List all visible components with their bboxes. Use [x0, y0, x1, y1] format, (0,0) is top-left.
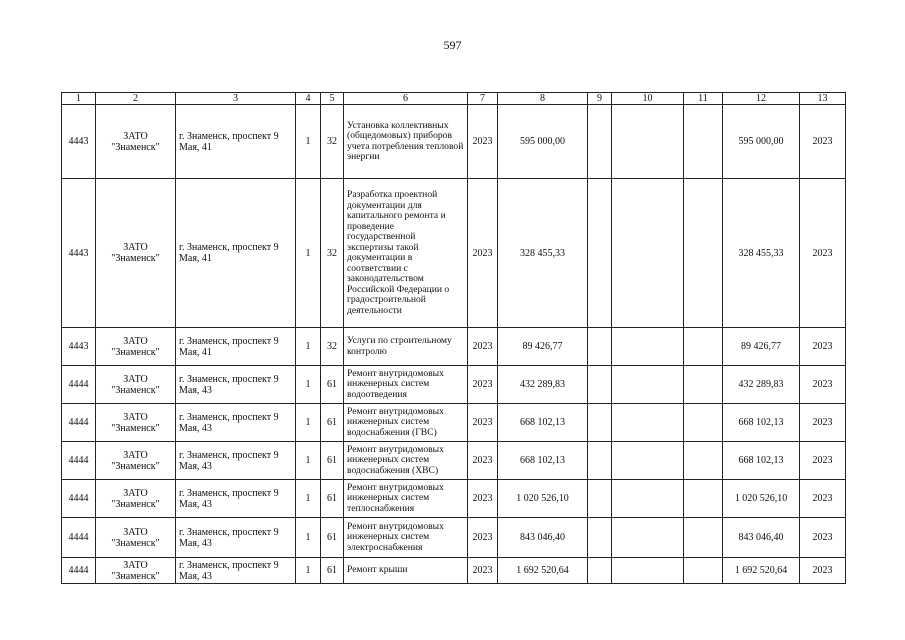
cell-apartment-id: 4443	[62, 105, 96, 179]
cell-cost-total: 432 289,83	[723, 366, 800, 404]
cell-col-11	[684, 105, 723, 179]
cell-cost-total: 89 426,77	[723, 328, 800, 366]
cell-end-year: 2023	[800, 442, 846, 480]
cell-year: 2023	[468, 105, 498, 179]
cell-address: г. Знаменск, проспект 9 Мая, 41	[176, 105, 296, 179]
cell-year: 2023	[468, 404, 498, 442]
cell-cost-total: 668 102,13	[723, 442, 800, 480]
cell-col-4: 1	[296, 558, 321, 584]
cell-cost-total: 668 102,13	[723, 404, 800, 442]
cell-apartment-id: 4443	[62, 328, 96, 366]
cell-work-type: Установка коллективных (общедомовых) приборов учета потребления тепловой энергии	[344, 105, 468, 179]
column-header: 5	[321, 93, 344, 105]
cell-municipality: ЗАТО "Знаменск"	[96, 366, 176, 404]
cell-col-4: 1	[296, 442, 321, 480]
cell-col-11	[684, 480, 723, 518]
cell-end-year: 2023	[800, 179, 846, 328]
cell-address: г. Знаменск, проспект 9 Мая, 43	[176, 404, 296, 442]
cell-col-4: 1	[296, 518, 321, 558]
cell-cost-total: 328 455,33	[723, 179, 800, 328]
table-row	[62, 366, 846, 404]
cell-work-type: Ремонт крыши	[344, 558, 468, 584]
column-header: 6	[344, 93, 468, 105]
cell-municipality: ЗАТО "Знаменск"	[96, 328, 176, 366]
cell-apartment-id: 4444	[62, 404, 96, 442]
cell-apartment-id: 4444	[62, 558, 96, 584]
column-header: 3	[176, 93, 296, 105]
table-row	[62, 179, 846, 328]
cell-year: 2023	[468, 366, 498, 404]
cell-cost-total: 1 020 526,10	[723, 480, 800, 518]
cell-end-year: 2023	[800, 366, 846, 404]
cell-cost-total: 843 046,40	[723, 518, 800, 558]
cell-cost: 668 102,13	[498, 442, 588, 480]
cell-cost-total: 595 000,00	[723, 105, 800, 179]
cell-cost: 668 102,13	[498, 404, 588, 442]
cell-municipality: ЗАТО "Знаменск"	[96, 442, 176, 480]
cell-end-year: 2023	[800, 480, 846, 518]
cell-year: 2023	[468, 328, 498, 366]
cell-col-5: 61	[321, 366, 344, 404]
cell-col-10	[612, 518, 684, 558]
cell-municipality: ЗАТО "Знаменск"	[96, 404, 176, 442]
cell-address: г. Знаменск, проспект 9 Мая, 43	[176, 558, 296, 584]
cell-work-type: Ремонт внутридомовых инженерных систем электроснабжения	[344, 518, 468, 558]
cell-col-4: 1	[296, 179, 321, 328]
cell-address: г. Знаменск, проспект 9 Мая, 43	[176, 366, 296, 404]
cell-year: 2023	[468, 179, 498, 328]
cell-col-5: 32	[321, 328, 344, 366]
table-row	[62, 105, 846, 179]
cell-work-type: Услуги по строительному контролю	[344, 328, 468, 366]
cell-col-5: 61	[321, 480, 344, 518]
cell-col-11	[684, 179, 723, 328]
cell-col-10	[612, 366, 684, 404]
column-header: 7	[468, 93, 498, 105]
cell-col-11	[684, 442, 723, 480]
cell-cost: 843 046,40	[498, 518, 588, 558]
registry-table	[61, 92, 846, 584]
cell-col-5: 61	[321, 404, 344, 442]
cell-year: 2023	[468, 518, 498, 558]
cell-col-10	[612, 179, 684, 328]
cell-municipality: ЗАТО "Знаменск"	[96, 179, 176, 328]
cell-address: г. Знаменск, проспект 9 Мая, 43	[176, 518, 296, 558]
cell-col-4: 1	[296, 328, 321, 366]
table-row	[62, 518, 846, 558]
cell-col-4: 1	[296, 105, 321, 179]
cell-cost-total: 1 692 520,64	[723, 558, 800, 584]
cell-year: 2023	[468, 558, 498, 584]
cell-address: г. Знаменск, проспект 9 Мая, 41	[176, 179, 296, 328]
cell-end-year: 2023	[800, 404, 846, 442]
cell-address: г. Знаменск, проспект 9 Мая, 43	[176, 442, 296, 480]
cell-work-type: Ремонт внутридомовых инженерных систем водоотведения	[344, 366, 468, 404]
cell-col-11	[684, 558, 723, 584]
page-number: 597	[443, 38, 462, 52]
cell-cost: 595 000,00	[498, 105, 588, 179]
cell-col-4: 1	[296, 366, 321, 404]
cell-apartment-id: 4444	[62, 366, 96, 404]
cell-col-5: 61	[321, 442, 344, 480]
cell-col-10	[612, 558, 684, 584]
table-row	[62, 480, 846, 518]
cell-municipality: ЗАТО "Знаменск"	[96, 480, 176, 518]
cell-cost: 432 289,83	[498, 366, 588, 404]
column-header: 9	[588, 93, 612, 105]
cell-col-9	[588, 518, 612, 558]
cell-year: 2023	[468, 480, 498, 518]
cell-cost: 89 426,77	[498, 328, 588, 366]
cell-work-type: Ремонт внутридомовых инженерных систем водоснабжения (ХВС)	[344, 442, 468, 480]
column-header: 8	[498, 93, 588, 105]
cell-col-9	[588, 404, 612, 442]
cell-col-11	[684, 518, 723, 558]
cell-cost: 1 692 520,64	[498, 558, 588, 584]
cell-col-9	[588, 442, 612, 480]
cell-address: г. Знаменск, проспект 9 Мая, 43	[176, 480, 296, 518]
cell-municipality: ЗАТО "Знаменск"	[96, 518, 176, 558]
column-header: 1	[62, 93, 96, 105]
cell-col-9	[588, 328, 612, 366]
header-row	[62, 93, 846, 105]
cell-col-5: 61	[321, 518, 344, 558]
table-row	[62, 558, 846, 584]
table-row	[62, 328, 846, 366]
cell-col-11	[684, 328, 723, 366]
cell-col-9	[588, 179, 612, 328]
cell-municipality: ЗАТО "Знаменск"	[96, 558, 176, 584]
cell-cost: 328 455,33	[498, 179, 588, 328]
cell-col-4: 1	[296, 404, 321, 442]
cell-apartment-id: 4444	[62, 480, 96, 518]
cell-col-9	[588, 105, 612, 179]
cell-cost: 1 020 526,10	[498, 480, 588, 518]
cell-col-5: 32	[321, 179, 344, 328]
cell-end-year: 2023	[800, 105, 846, 179]
cell-col-11	[684, 366, 723, 404]
cell-col-10	[612, 328, 684, 366]
table-row	[62, 442, 846, 480]
cell-col-10	[612, 442, 684, 480]
cell-col-10	[612, 105, 684, 179]
cell-col-9	[588, 558, 612, 584]
column-header: 10	[612, 93, 684, 105]
column-header: 13	[800, 93, 846, 105]
cell-work-type: Ремонт внутридомовых инженерных систем теплоснабжения	[344, 480, 468, 518]
cell-end-year: 2023	[800, 328, 846, 366]
cell-apartment-id: 4443	[62, 179, 96, 328]
cell-col-10	[612, 404, 684, 442]
cell-apartment-id: 4444	[62, 518, 96, 558]
cell-end-year: 2023	[800, 518, 846, 558]
cell-municipality: ЗАТО "Знаменск"	[96, 105, 176, 179]
cell-address: г. Знаменск, проспект 9 Мая, 41	[176, 328, 296, 366]
column-header: 12	[723, 93, 800, 105]
column-header: 2	[96, 93, 176, 105]
cell-col-9	[588, 366, 612, 404]
cell-col-5: 32	[321, 105, 344, 179]
cell-col-10	[612, 480, 684, 518]
cell-col-9	[588, 480, 612, 518]
column-header: 11	[684, 93, 723, 105]
cell-col-4: 1	[296, 480, 321, 518]
cell-col-11	[684, 404, 723, 442]
cell-end-year: 2023	[800, 558, 846, 584]
cell-year: 2023	[468, 442, 498, 480]
cell-col-5: 61	[321, 558, 344, 584]
table-row	[62, 404, 846, 442]
cell-apartment-id: 4444	[62, 442, 96, 480]
column-header: 4	[296, 93, 321, 105]
cell-work-type: Разработка проектной документации для капитального ремонта и проведение государственной экспертизы такой документации в соответствии с законодательством Российской Федерации о градостроительной деятельности	[344, 179, 468, 328]
cell-work-type: Ремонт внутридомовых инженерных систем водоснабжения (ГВС)	[344, 404, 468, 442]
